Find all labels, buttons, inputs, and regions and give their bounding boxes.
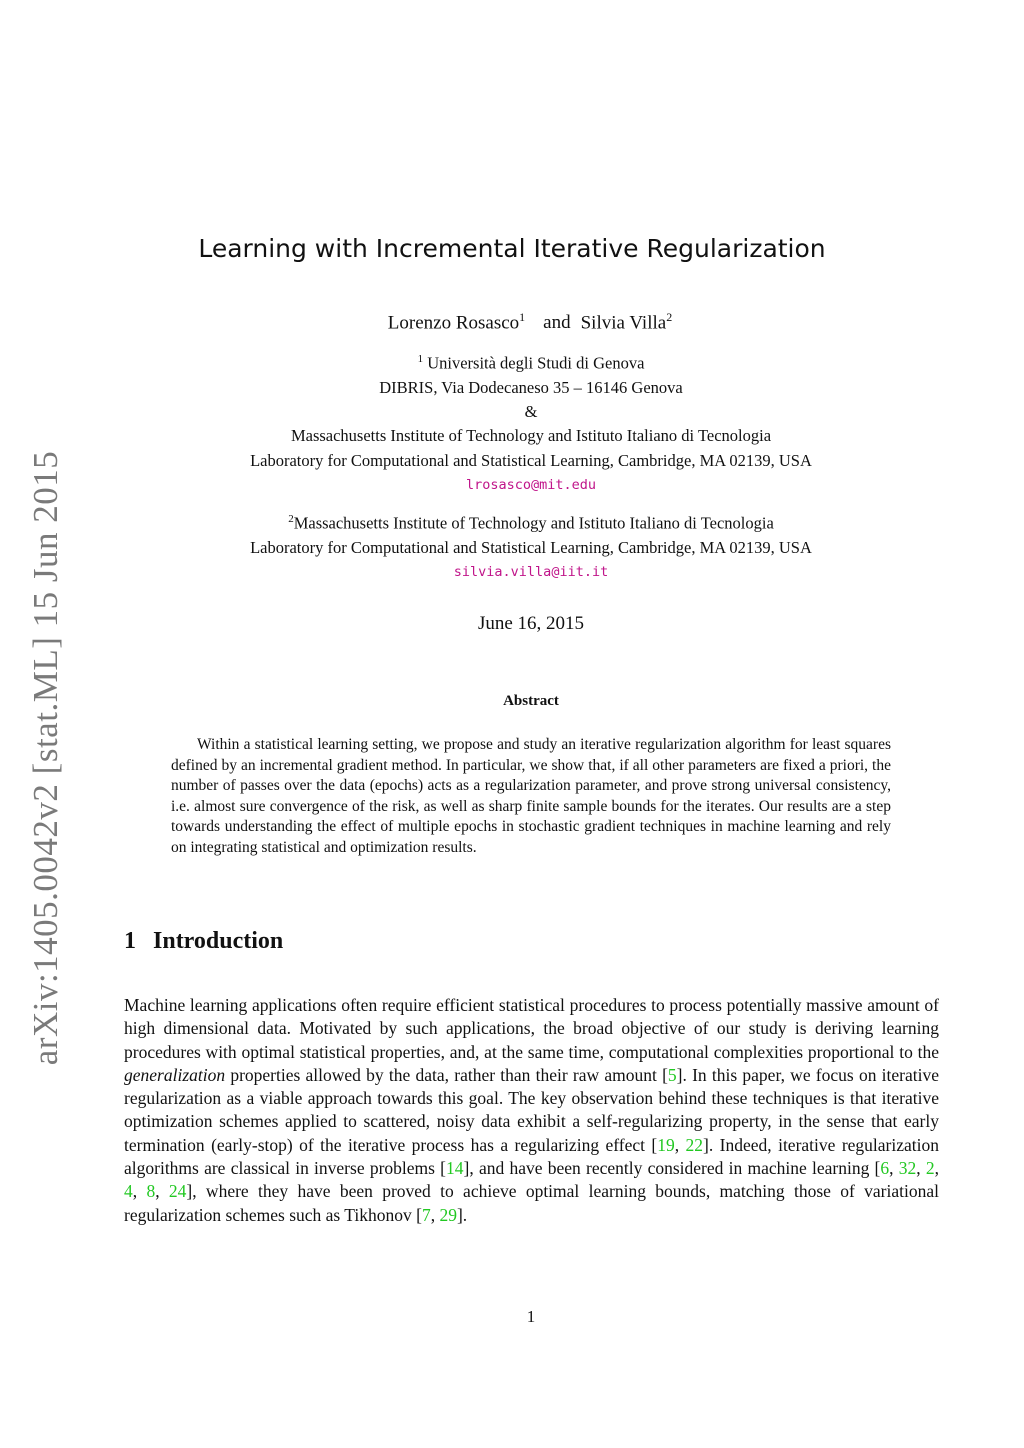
- citation-link[interactable]: 32: [898, 1158, 917, 1179]
- section-number: 1: [124, 928, 136, 954]
- citation-link[interactable]: 14: [446, 1158, 464, 1179]
- affiliation-mark: 2: [288, 513, 294, 525]
- introduction-paragraph: Machine learning applications often require efficient statistical procedures to process potentially massive amount of high dimensional data. Motivated by such applications, the broad objective of our study is deriving learning procedures with optimal statistical properties, and, at the same time, computational complexities proportional to the generalization properties allowed by the data, rather than their raw amount [5]. In this paper, we focus on iterative regularization as a viable approach towards this goal. The key observation behind these techniques is that iterative optimization schemes applied to scattered, noisy data exhibit a self-regularizing property, in the sense that early termination (early-stop) of the iterative process has a regularizing effect [19, 22]. Indeed, iterative regularization algorithms are classical in inverse problems [14], and have been recently considered in machine learning [6, 32, 2, 4, 8, 24], where they have been proved to achieve optimal learning bounds, matching those of variational regularization schemes such as Tikhonov [7, 29].: [124, 995, 940, 1225]
- citation-link[interactable]: 5: [667, 1064, 677, 1085]
- citation-link[interactable]: 6: [880, 1158, 890, 1179]
- section-title: Introduction: [153, 928, 284, 954]
- author-mark: 2: [666, 310, 673, 324]
- author-name: Lorenzo Rosasco: [387, 312, 520, 334]
- arxiv-stamp: arXiv:1405.0042v2 [stat.ML] 15 Jun 2015: [26, 450, 65, 1066]
- paper-title: Learning with Incremental Iterative Regularization: [198, 234, 826, 263]
- citation-link[interactable]: 22: [685, 1134, 704, 1155]
- citation-link[interactable]: 2: [925, 1158, 935, 1179]
- affiliation-line: Laboratory for Computational and Statistical Learning, Cambridge, MA 02139, USA: [250, 537, 812, 557]
- affiliation-line: &: [524, 402, 538, 422]
- page-number: 1: [526, 1307, 536, 1326]
- affiliation-line: Laboratory for Computational and Statistical Learning, Cambridge, MA 02139, USA: [250, 450, 812, 470]
- abstract-heading: Abstract: [503, 693, 559, 709]
- citation-link[interactable]: 4: [124, 1181, 133, 1202]
- abstract-text: Within a statistical learning setting, we propose and study an iterative regularization algorithm for least squares defined by an incremental gradient method. In particular, we show that, if all other parameters are fixed a priori, the number of passes over the data (epochs) acts as a regularization parameter, and prove strong universal consistency, i.e. almost sure convergence of the risk, as well as sharp finite sample bounds for the iterates. Our results are a step towards understanding the effect of multiple epochs in stochastic gradient techniques in machine learning and rely on integrating statistical and optimization results.: [171, 736, 891, 856]
- author-email[interactable]: silvia.villa@iit.it: [453, 564, 609, 581]
- section-heading: [124, 928, 283, 955]
- citation-link[interactable]: 8: [146, 1181, 156, 1202]
- affiliation-mark: 1: [417, 353, 424, 365]
- affiliation-block-2: [0, 507, 1024, 584]
- author-conjunction: and: [543, 312, 571, 334]
- author-name: Silvia Villa: [580, 312, 667, 334]
- author-mark: 1: [519, 310, 526, 324]
- emphasized-term: generalization: [124, 1064, 226, 1085]
- paper-date: June 16, 2015: [477, 613, 585, 634]
- affiliation-line: $^2$Massachusetts Institute of Technology and Istituto Italiano di Tecnologia: [288, 513, 774, 533]
- citation-link[interactable]: 19: [657, 1134, 675, 1155]
- citation-link[interactable]: 29: [439, 1204, 457, 1225]
- affiliation-block-1: [0, 347, 1024, 497]
- authors: [0, 310, 1024, 334]
- affiliation-line: $^1$ Università degli Studi di Genova: [417, 353, 645, 373]
- affiliation-line: Massachusetts Institute of Technology and Istituto Italiano di Tecnologia: [290, 426, 772, 446]
- citation-link[interactable]: 24: [168, 1181, 187, 1202]
- affiliation-line: DIBRIS, Via Dodecaneso 35 – 16146 Genova: [379, 377, 683, 397]
- citation-link[interactable]: 7: [421, 1204, 431, 1225]
- author-email[interactable]: lrosasco@mit.edu: [465, 476, 597, 493]
